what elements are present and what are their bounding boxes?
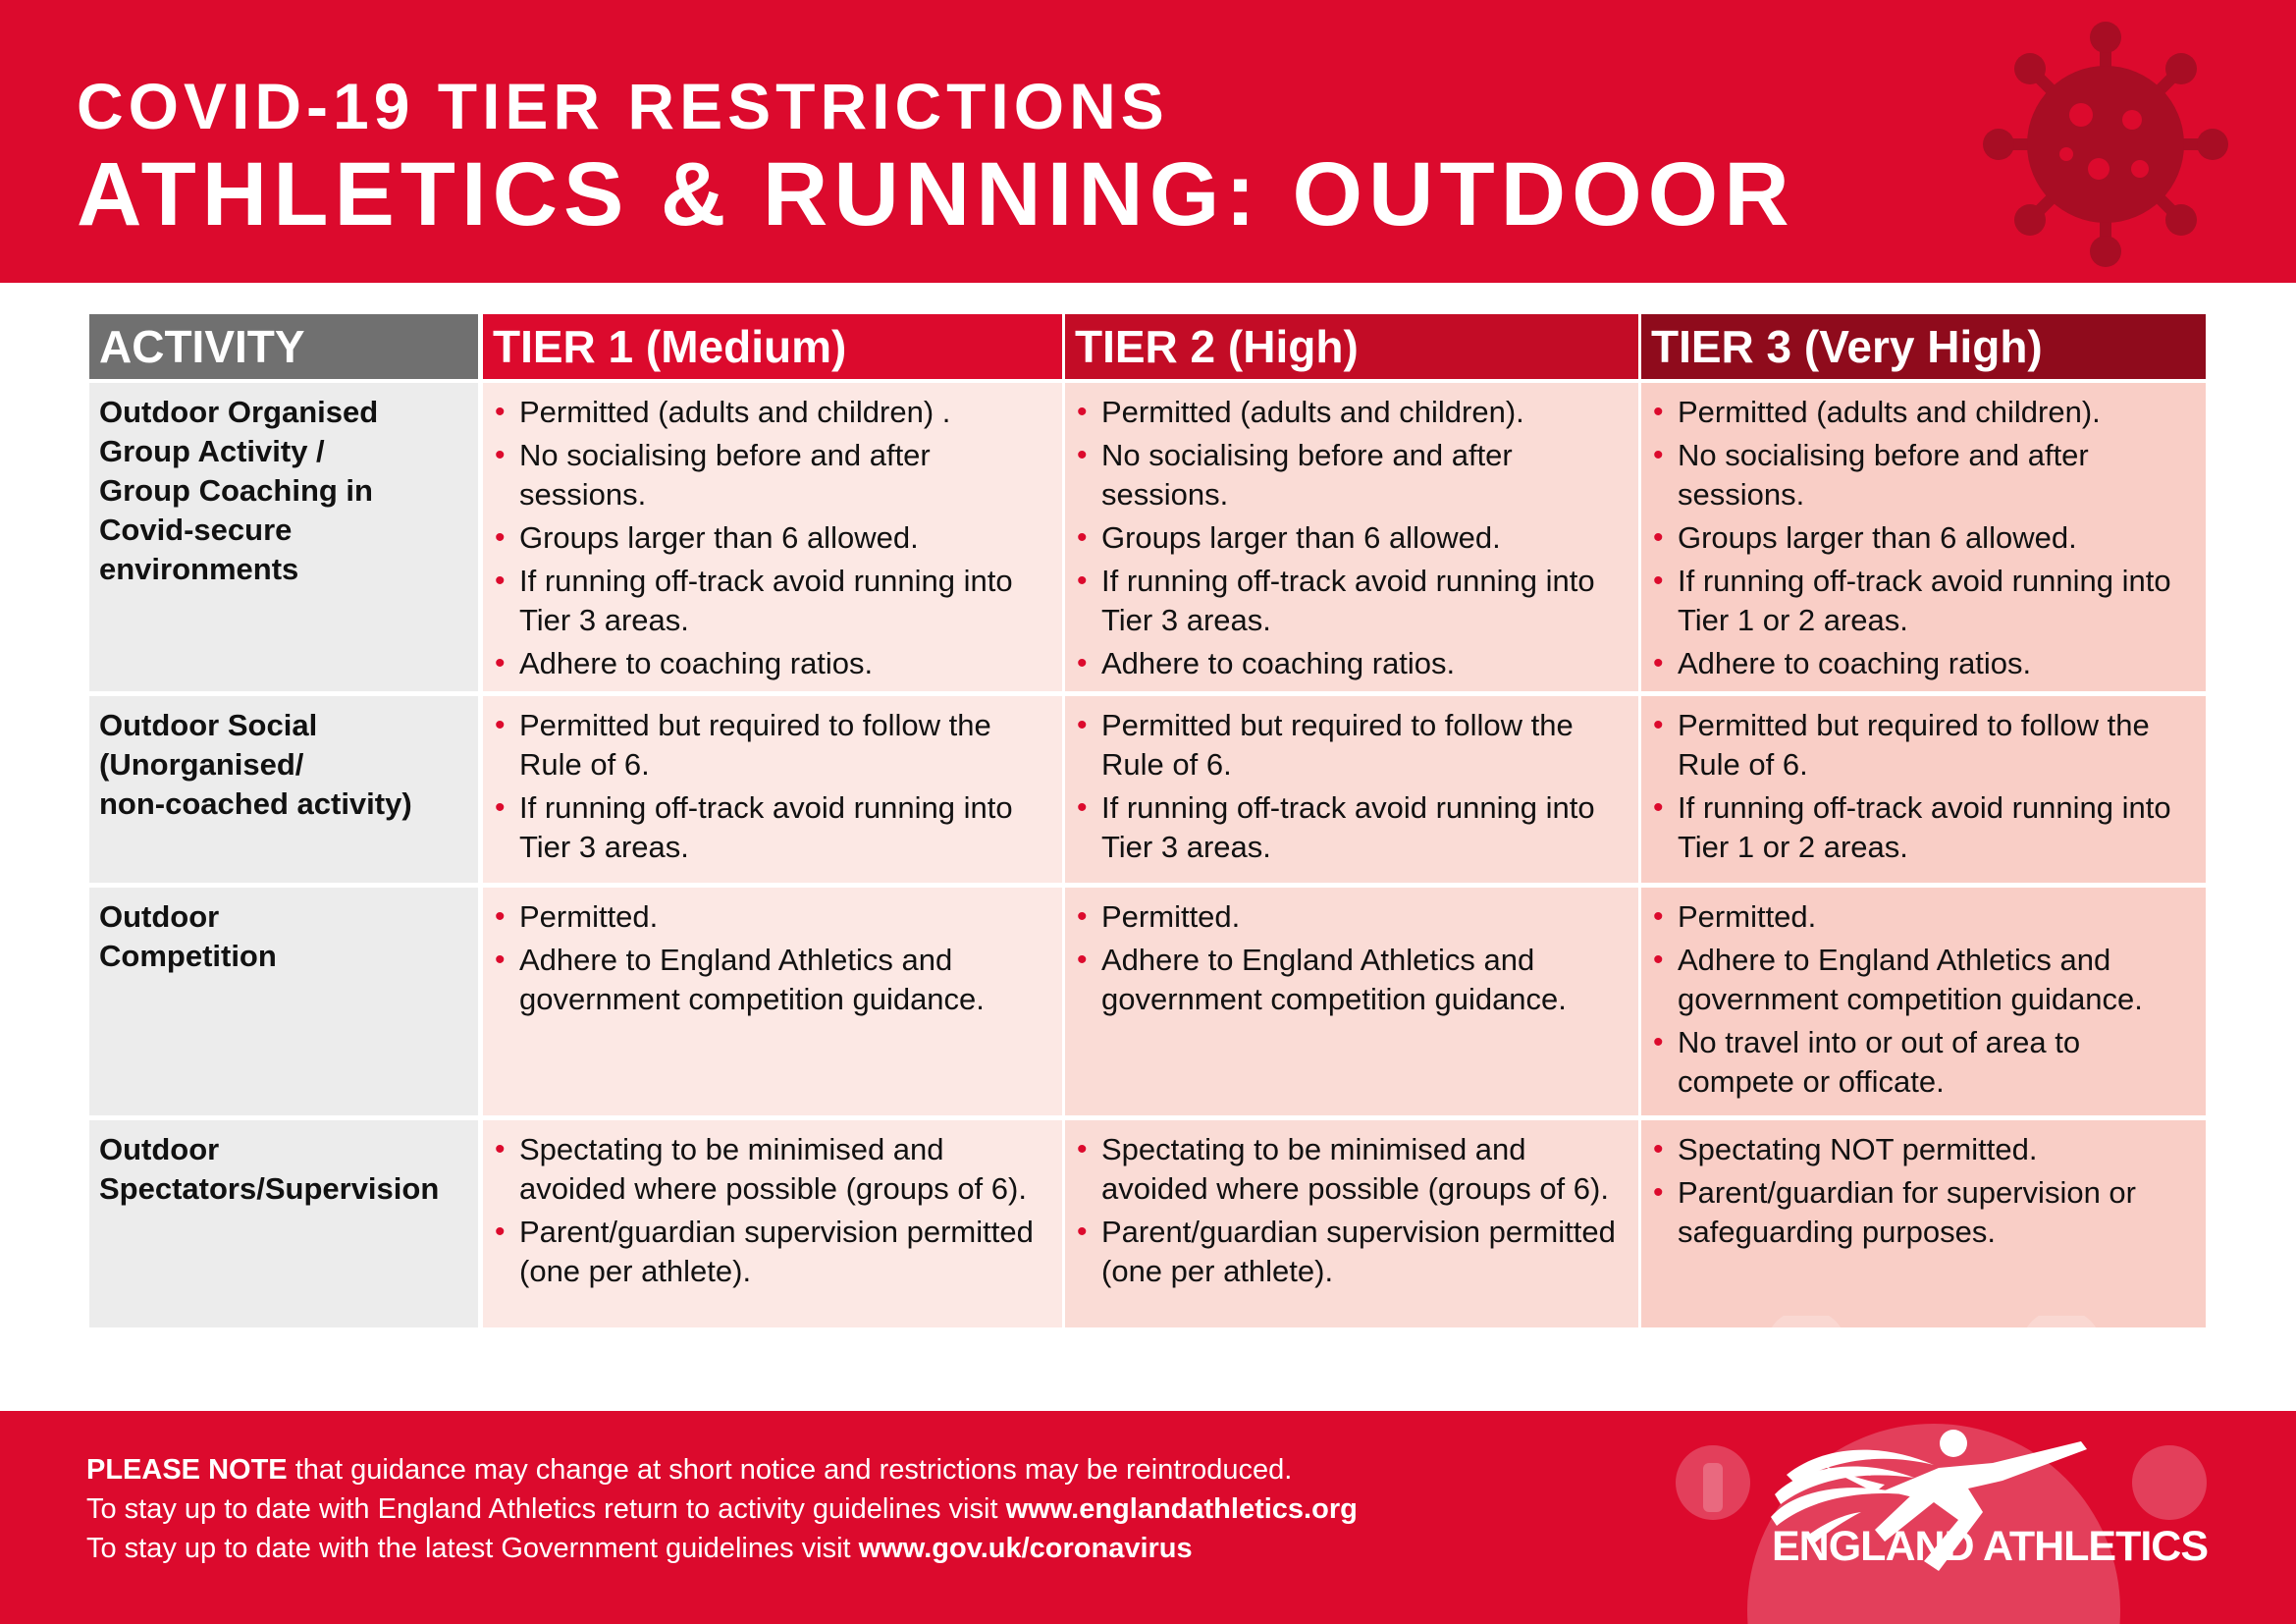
list-item: • If running off-track avoid running into Tier 3 areas.	[493, 562, 1052, 640]
list-item: • If running off-track avoid running into Tier 1 or 2 areas.	[1651, 562, 2196, 640]
list-item: • Permitted but required to follow the Rule of 6.	[493, 706, 1052, 785]
row1-tier1	[483, 383, 1062, 691]
activity-line: Outdoor Social	[99, 708, 318, 742]
list-item: • Parent/guardian supervision permitted (one per athlete).	[1075, 1213, 1629, 1291]
activity-line: Spectators/Supervision	[99, 1171, 440, 1206]
activity-line: Group Activity /	[99, 434, 325, 468]
list-item: • Parent/guardian supervision permitted (one per athlete).	[493, 1213, 1052, 1291]
list-item: • Permitted.	[1651, 897, 2196, 937]
list-item: • Permitted.	[493, 897, 1052, 937]
restrictions-table	[89, 314, 2206, 1327]
virus-icon	[1983, 22, 2228, 267]
footer-note	[86, 1450, 1358, 1568]
list-item: • No travel into or out of area to compete or officate.	[1651, 1023, 2196, 1102]
list-item: • Adhere to coaching ratios.	[493, 644, 1052, 683]
note-bold: PLEASE NOTE	[86, 1454, 288, 1486]
row2-tier3	[1641, 696, 2206, 883]
row3-tier1	[483, 888, 1062, 1115]
list-item: • Adhere to coaching ratios.	[1075, 644, 1629, 683]
list-item: • Adhere to coaching ratios.	[1651, 644, 2196, 683]
list-item: • If running off-track avoid running into Tier 3 areas.	[1075, 562, 1629, 640]
list-item: • Spectating NOT permitted.	[1651, 1130, 2196, 1169]
list-item: • Adhere to England Athletics and government competition guidance.	[493, 941, 1052, 1019]
row4-tier2	[1065, 1120, 1638, 1327]
note-line3: To stay up to date with the latest Government guidelines visit	[86, 1533, 859, 1564]
page-title-line2: ATHLETICS & RUNNING: OUTDOOR	[77, 144, 1795, 244]
list-item: • Permitted.	[1075, 897, 1629, 937]
page-title-line1: COVID-19 TIER RESTRICTIONS	[77, 70, 1169, 142]
list-item: • Groups larger than 6 allowed.	[493, 518, 1052, 558]
england-athletics-logo-text: ENGLAND ATHLETICS	[1772, 1523, 2209, 1570]
list-item: • Spectating to be minimised and avoided where possible (groups of 6).	[1075, 1130, 1629, 1209]
list-item: • If running off-track avoid running into Tier 3 areas.	[493, 788, 1052, 867]
row1-tier2	[1065, 383, 1638, 691]
row4-tier1	[483, 1120, 1062, 1327]
list-item: • Permitted (adults and children).	[1075, 393, 1629, 432]
row3-tier3	[1641, 888, 2206, 1115]
note-text: that guidance may change at short notice and restrictions may be reintroduced.	[287, 1454, 1293, 1486]
header-tier3: TIER 3 (Very High)	[1641, 314, 2206, 379]
row4-activity	[89, 1120, 478, 1327]
list-item: • No socialising before and after sessions.	[1075, 436, 1629, 514]
header-tier2: TIER 2 (High)	[1065, 314, 1638, 379]
list-item: • Groups larger than 6 allowed.	[1075, 518, 1629, 558]
list-item: • Spectating to be minimised and avoided where possible (groups of 6).	[493, 1130, 1052, 1209]
list-item: • Permitted (adults and children) .	[493, 393, 1052, 432]
row1-activity	[89, 383, 478, 691]
header-tier1: TIER 1 (Medium)	[483, 314, 1062, 379]
activity-line: Covid-secure	[99, 513, 293, 547]
activity-line: Outdoor	[99, 1132, 220, 1166]
activity-line: Outdoor	[99, 899, 220, 934]
activity-line: Outdoor Organised	[99, 395, 379, 429]
header-activity: ACTIVITY	[89, 314, 478, 379]
england-athletics-logo	[1767, 1424, 2199, 1600]
row2-tier2	[1065, 696, 1638, 883]
list-item: • Parent/guardian for supervision or safeguarding purposes.	[1651, 1173, 2196, 1252]
activity-line: (Unorganised/	[99, 747, 304, 782]
list-item: • Adhere to England Athletics and government competition guidance.	[1075, 941, 1629, 1019]
list-item: • Permitted but required to follow the Rule of 6.	[1075, 706, 1629, 785]
list-item: • Groups larger than 6 allowed.	[1651, 518, 2196, 558]
england-athletics-link[interactable]: www.englandathletics.org	[1005, 1493, 1358, 1525]
activity-line: Group Coaching in	[99, 473, 373, 508]
list-item: • Permitted but required to follow the Rule of 6.	[1651, 706, 2196, 785]
list-item: • If running off-track avoid running into Tier 1 or 2 areas.	[1651, 788, 2196, 867]
row2-tier1	[483, 696, 1062, 883]
activity-line: environments	[99, 552, 299, 586]
row3-tier2	[1065, 888, 1638, 1115]
row3-activity	[89, 888, 478, 1115]
list-item: • If running off-track avoid running into Tier 3 areas.	[1075, 788, 1629, 867]
note-line2: To stay up to date with England Athletics return to activity guidelines visit	[86, 1493, 1006, 1525]
activity-line: Competition	[99, 939, 277, 973]
list-item: • No socialising before and after sessions.	[1651, 436, 2196, 514]
row1-tier3	[1641, 383, 2206, 691]
list-item: • Permitted (adults and children).	[1651, 393, 2196, 432]
list-item: • Adhere to England Athletics and government competition guidance.	[1651, 941, 2196, 1019]
row4-tier3	[1641, 1120, 2206, 1327]
list-item: • No socialising before and after sessions.	[493, 436, 1052, 514]
page-header	[0, 0, 2296, 283]
gov-uk-link[interactable]: www.gov.uk/coronavirus	[858, 1533, 1193, 1564]
row2-activity	[89, 696, 478, 883]
activity-line: non-coached activity)	[99, 786, 412, 821]
